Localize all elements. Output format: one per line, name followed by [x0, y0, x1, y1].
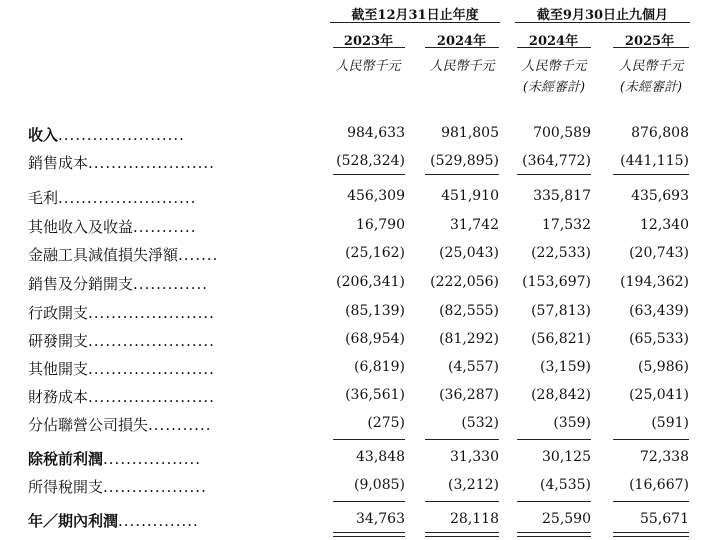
row-label-text: 分佔聯營公司損失 [28, 416, 149, 434]
cell-value: (4,535) [539, 477, 591, 493]
table-row [0, 330, 705, 352]
cell-value: (222,056) [430, 274, 499, 290]
cell-value: (6,819) [353, 359, 405, 375]
cell-value: (68,954) [345, 331, 405, 347]
leader-dots: ........... [148, 416, 212, 434]
table-row [0, 510, 705, 532]
leader-dots: ...................... [88, 360, 215, 378]
cell-value: (25,041) [629, 387, 689, 403]
cell-value: (528,324) [336, 153, 405, 169]
cell-value: (36,287) [439, 387, 499, 403]
table-row [0, 386, 705, 408]
row-label-text: 研發開支 [28, 332, 89, 350]
subtotal-rule [425, 501, 499, 502]
table-row [0, 244, 705, 266]
row-label [28, 358, 215, 379]
cell-value: (82,555) [439, 303, 499, 319]
cell-value: 25,590 [542, 511, 591, 527]
row-label-text: 收入 [28, 126, 59, 144]
subtotal-rule [517, 174, 591, 175]
cell-value: 984,633 [347, 125, 405, 141]
cell-value: (36,561) [345, 387, 405, 403]
row-label-text: 銷售成本 [28, 154, 89, 172]
subtotal-rule [613, 501, 689, 502]
col-year-2024-nine-months: 2024年 [528, 34, 579, 49]
table-row [0, 476, 705, 498]
col-year-2024: 2024年 [436, 34, 487, 49]
cell-value: (532) [461, 415, 499, 431]
leader-dots: ...................... [88, 154, 215, 172]
table-row [0, 448, 705, 470]
cell-value: 43,848 [356, 449, 405, 465]
cell-value: 72,338 [640, 449, 689, 465]
cell-value: 34,763 [356, 511, 405, 527]
row-label [28, 187, 196, 208]
table-row [0, 152, 705, 174]
row-label-text: 年／期內利潤 [28, 512, 119, 530]
cell-value: (57,813) [531, 303, 591, 319]
cell-value: (28,842) [531, 387, 591, 403]
leader-dots: ....... [178, 246, 219, 264]
row-label [28, 244, 218, 265]
cell-value: 17,532 [542, 217, 591, 233]
cell-value: (56,821) [531, 331, 591, 347]
cell-value: 30,125 [542, 449, 591, 465]
row-label [28, 216, 196, 237]
group-a-underline [330, 22, 500, 23]
leader-dots: ...................... [88, 304, 215, 322]
leader-dots: ............. [133, 275, 209, 293]
cell-value: 31,330 [450, 449, 499, 465]
table-row [0, 414, 705, 436]
cell-value: 31,742 [450, 217, 499, 233]
row-label [28, 124, 185, 145]
unaudited-note: (未經審計) [522, 80, 586, 95]
cell-value: (25,043) [439, 245, 499, 261]
cell-value: 700,589 [533, 125, 591, 141]
cell-value: (206,341) [336, 274, 405, 290]
cell-value: 451,910 [441, 188, 499, 204]
cell-value: (275) [367, 415, 405, 431]
subtotal-rule [517, 501, 591, 502]
leader-dots: ........................ [58, 189, 197, 207]
subtotal-rule [425, 439, 499, 440]
total-double-rule [333, 532, 405, 537]
row-label [28, 273, 208, 294]
subtotal-rule [517, 439, 591, 440]
row-label-text: 所得稅開支 [28, 478, 104, 496]
subtotal-rule [333, 439, 405, 440]
cell-value: (81,292) [439, 331, 499, 347]
unit-label: 人民幣千元 [335, 59, 401, 74]
table-row [0, 124, 705, 146]
leader-dots: ........... [133, 218, 197, 236]
table-row [0, 187, 705, 209]
total-double-rule [517, 532, 591, 537]
row-label-text: 其他收入及收益 [28, 218, 134, 236]
cell-value: (85,139) [345, 303, 405, 319]
unit-label: 人民幣千元 [521, 59, 587, 74]
row-label-text: 財務成本 [28, 388, 89, 406]
cell-value: 981,805 [441, 125, 499, 141]
cell-value: (591) [651, 415, 689, 431]
leader-dots: .................. [103, 478, 207, 496]
unit-label: 人民幣千元 [618, 59, 684, 74]
cell-value: (529,895) [430, 153, 499, 169]
year-underline [425, 47, 499, 48]
cell-value: (364,772) [522, 153, 591, 169]
cell-value: (63,439) [629, 303, 689, 319]
unaudited-note: (未經審計) [619, 80, 683, 95]
table-row [0, 273, 705, 295]
leader-dots: .............. [118, 512, 199, 530]
row-label-text: 銷售及分銷開支 [28, 275, 134, 293]
year-underline [517, 47, 591, 48]
cell-value: 456,309 [347, 188, 405, 204]
col-year-2025-nine-months: 2025年 [624, 34, 675, 49]
unit-label: 人民幣千元 [429, 59, 495, 74]
cell-value: (153,697) [522, 274, 591, 290]
subtotal-rule [333, 501, 405, 502]
cell-value: (359) [553, 415, 591, 431]
leader-dots: ...................... [88, 332, 215, 350]
row-label [28, 330, 215, 351]
cell-value: 12,340 [640, 217, 689, 233]
year-underline [613, 47, 689, 48]
cell-value: (3,159) [539, 359, 591, 375]
row-label [28, 448, 201, 469]
row-label-text: 毛利 [28, 189, 59, 207]
group-header-nine-months: 截至9月30日止九個月 [536, 8, 669, 23]
leader-dots: ...................... [58, 126, 185, 144]
cell-value: 335,817 [533, 188, 591, 204]
cell-value: (441,115) [620, 153, 689, 169]
subtotal-rule [613, 174, 689, 175]
row-label-text: 除稅前利潤 [28, 450, 104, 468]
cell-value: (4,557) [447, 359, 499, 375]
row-label [28, 386, 215, 407]
row-label [28, 510, 199, 531]
cell-value: 28,118 [450, 511, 499, 527]
cell-value: (20,743) [629, 245, 689, 261]
cell-value: 16,790 [356, 217, 405, 233]
row-label-text: 金融工具減值損失淨額 [28, 246, 179, 264]
row-label-text: 其他開支 [28, 360, 89, 378]
cell-value: (65,533) [629, 331, 689, 347]
group-b-underline [515, 22, 690, 23]
cell-value: (9,085) [353, 477, 405, 493]
cell-value: (5,986) [637, 359, 689, 375]
cell-value: (25,162) [345, 245, 405, 261]
cell-value: (194,362) [620, 274, 689, 290]
total-double-rule [613, 532, 689, 537]
leader-dots: ................. [103, 450, 202, 468]
leader-dots: ...................... [88, 388, 215, 406]
cell-value: (22,533) [531, 245, 591, 261]
table-row [0, 302, 705, 324]
row-label [28, 152, 215, 173]
cell-value: (3,212) [447, 477, 499, 493]
table-row [0, 216, 705, 238]
row-label [28, 302, 215, 323]
cell-value: 55,671 [640, 511, 689, 527]
row-label [28, 414, 211, 435]
total-double-rule [425, 532, 499, 537]
row-label [28, 476, 207, 497]
group-header-years: 截至12月31日止年度 [351, 8, 479, 23]
cell-value: (16,667) [629, 477, 689, 493]
subtotal-rule [425, 174, 499, 175]
col-year-2023: 2023年 [343, 34, 394, 49]
row-label-text: 行政開支 [28, 304, 89, 322]
cell-value: 435,693 [631, 188, 689, 204]
subtotal-rule [333, 174, 405, 175]
table-row [0, 358, 705, 380]
cell-value: 876,808 [631, 125, 689, 141]
year-underline [333, 47, 405, 48]
subtotal-rule [613, 439, 689, 440]
